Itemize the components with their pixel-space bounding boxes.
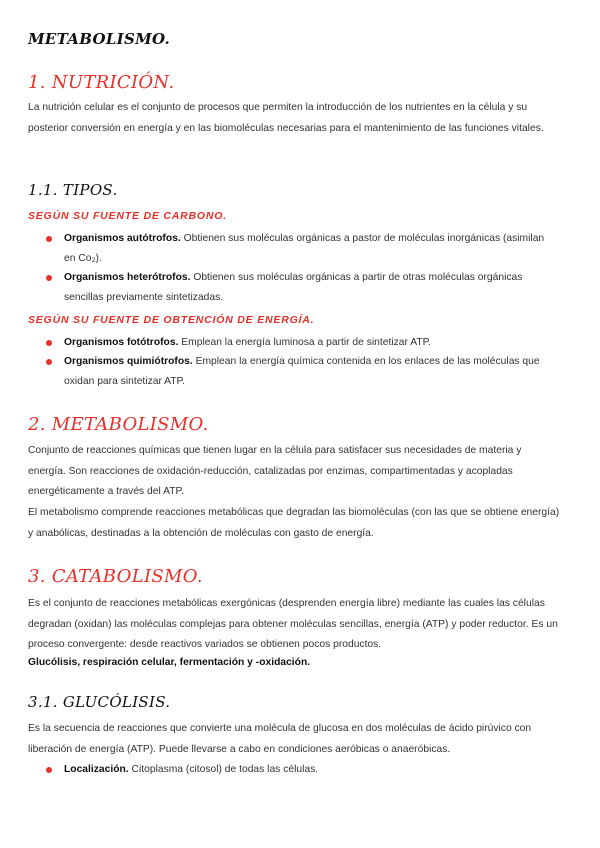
heading-glucolisis: 3.1. GLUCÓLISIS. <box>28 693 171 711</box>
term-localizacion: Localización. <box>64 764 129 775</box>
subheading-fuente-energia: SEGÚN SU FUENTE DE OBTENCIÓN DE ENERGÍA. <box>28 314 315 326</box>
bullet-dot-icon <box>46 767 52 773</box>
heading-nutricion: 1. NUTRICIÓN. <box>28 72 175 93</box>
list-item-heterotrofos <box>46 268 551 308</box>
paragraph-glucolisis: Es la secuencia de reacciones que convierte una molécula de glucosa en dos moléculas de ácido pirúvico con liberación de energía (ATP). Puede llevarse a cabo en condiciones aeróbicas o anaeróbicas. <box>28 723 532 755</box>
bullet-dot-icon <box>46 340 52 346</box>
bullet-dot-icon <box>46 275 52 281</box>
term-fototrofos: Organismos fotótrofos. <box>64 337 179 348</box>
desc-fototrofos: Emplean la energía luminosa a partir de sintetizar ATP. <box>178 337 432 348</box>
heading-metabolismo: 2. METABOLISMO. <box>28 414 209 435</box>
paragraph-nutricion: La nutrición celular es el conjunto de procesos que permiten la introducción de los nutrientes en la célula y su posterior conversión en energía y en las biomoléculas necesarias para el mantenimiento de las funciones vitales. <box>28 102 544 134</box>
term-heterotrofos: Organismos heterótrofos. <box>64 272 191 283</box>
term-quimiotrofos: Organismos quimiótrofos. <box>64 356 193 367</box>
term-autotrofos: Organismos autótrofos. <box>64 233 181 244</box>
list-item-fototrofos <box>46 333 551 353</box>
paragraph-catabolismo: Es el conjunto de reacciones metabólicas exergónicas (desprenden energía libre) mediante las cuales las células degradan (oxidan) las moléculas complejas para obtener moléculas sencillas, energía (ATP) y poder reductor. Es un proceso convergente: desde reactivos variados se obtienen pocos productos. <box>28 598 558 650</box>
paragraph-metabolismo-2: El metabolismo comprende reacciones metabólicas que degradan las biomoléculas (con las que se obtiene energía) y anabólicas, destinadas a la obtención de moléculas con gasto de energía. <box>28 507 560 539</box>
bullet-dot-icon <box>46 236 52 242</box>
desc-heterotrofos: Obtienen sus moléculas orgánicas a partir de otras moléculas orgánicas sencillas previamente sintetizadas. <box>64 272 523 303</box>
heading-catabolismo: 3. CATABOLISMO. <box>28 566 203 587</box>
document-title: METABOLISMO. <box>28 30 171 48</box>
desc-autotrofos: Obtienen sus moléculas orgánicas a pastor de moléculas inorgánicas (asimilan en Co₂). <box>64 233 545 264</box>
desc-quimiotrofos: Emplean la energía química contenida en los enlaces de las moléculas que oxidan para sintetizar ATP. <box>64 356 540 387</box>
bullet-dot-icon <box>46 359 52 365</box>
heading-tipos: 1.1. TIPOS. <box>28 181 118 199</box>
paragraph-metabolismo-1: Conjunto de reacciones químicas que tienen lugar en la célula para satisfacer sus necesidades de materia y energía. Son reacciones de oxidación-reducción, catalizadas por enzimas, compartimentadas y acopladas energéticamente a través del ATP. <box>28 445 522 497</box>
desc-localizacion: Citoplasma (citosol) de todas las células. <box>128 764 319 775</box>
subheading-fuente-carbono: SEGÚN SU FUENTE DE CARBONO. <box>28 210 227 222</box>
list-item-quimiotrofos <box>46 352 551 392</box>
catabolism-processes: Glucólisis, respiración celular, fermentación y -oxidación. <box>28 657 311 668</box>
list-item-localizacion <box>46 760 551 780</box>
list-item-autotrofos <box>46 229 551 269</box>
